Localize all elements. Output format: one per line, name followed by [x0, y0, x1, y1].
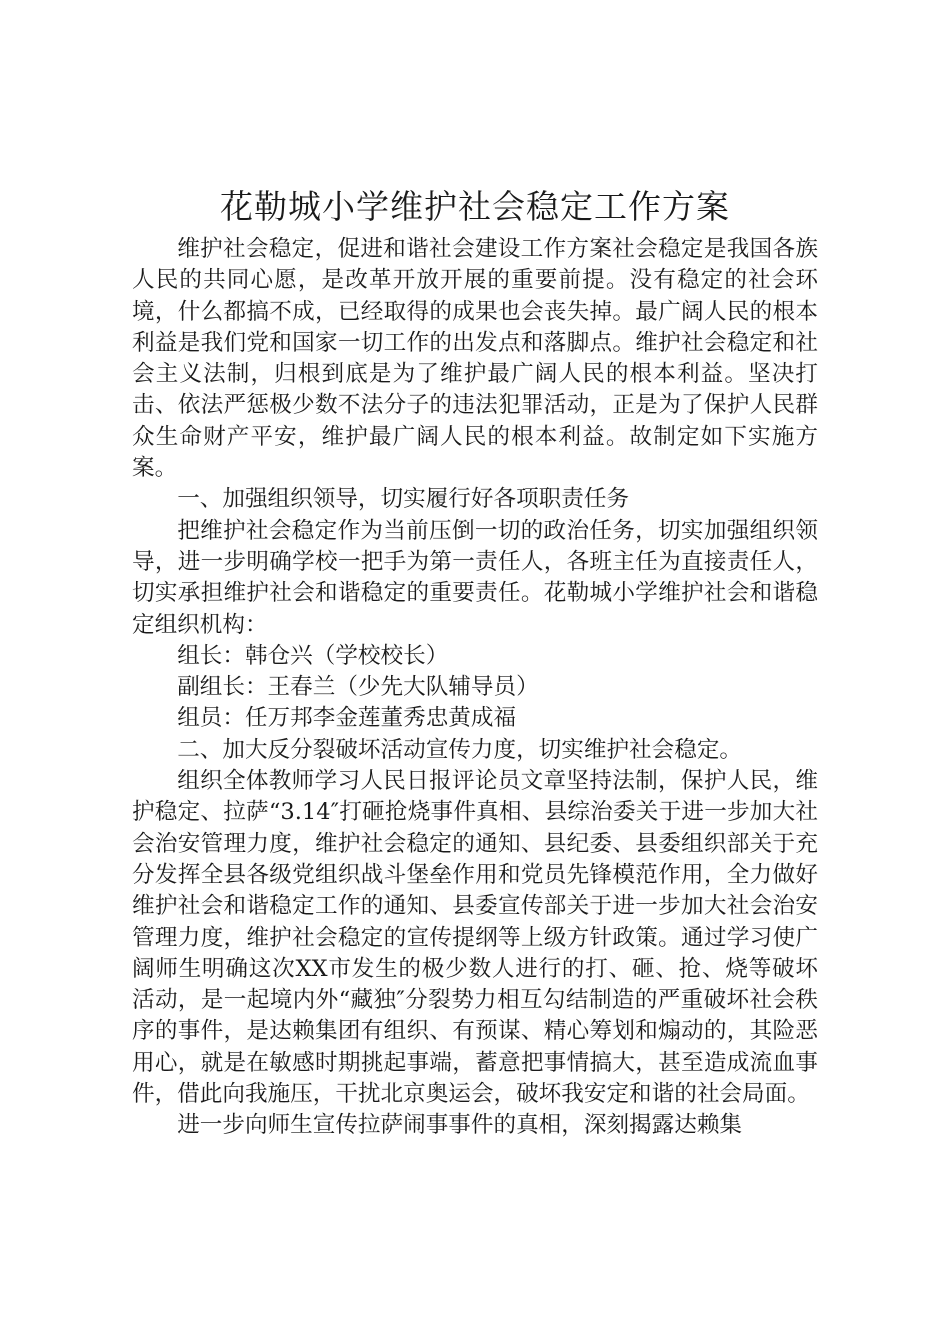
document-body	[132, 234, 818, 1142]
team-leader-line: 组长：韩仓兴（学校校长）	[177, 642, 449, 669]
paragraph-organization: 把维护社会稳定作为当前压倒一切的政治任务，切实加强组织领导，进一步明确学校一把手为第一责任人，各班主任为直接责任人，切实承担维护社会和谐稳定的重要责任。花勒城小学维护社会和谐稳定组织机构：	[132, 517, 818, 638]
deputy-leader-line: 副组长：王春兰（少先大队辅导员）	[177, 674, 539, 701]
paragraph-continued: 进一步向师生宣传拉萨闹事事件的真相，深刻揭露达赖集	[177, 1112, 743, 1139]
document-title: 花勒城小学维护社会稳定工作方案	[220, 187, 730, 226]
paragraph-intro: 维护社会稳定，促进和谐社会建设工作方案社会稳定是我国各族人民的共同心愿，是改革开放开展的重要前提。没有稳定的社会环境，什么都搞不成，已经取得的成果也会丧失掉。最广阔人民的根本利益是我们党和国家一切工作的出发点和落脚点。维护社会稳定和社会主义法制，归根到底是为了维护最广阔人民的根本利益。坚决打击、依法严惩极少数不法分子的违法犯罪活动，正是为了保护人民群众生命财产平安，维护最广阔人民的根本利益。故制定如下实施方案。	[132, 236, 818, 482]
paragraph-study: 组织全体教师学习人民日报评论员文章坚持法制，保护人民，维护稳定、拉萨“3.14″打砸抢烧事件真相、县综治委关于进一步加大社会治安管理力度，维护社会稳定的通知、县纪委、县委组织部关于充分发挥全县各级党组织战斗堡垒作用和党员先锋模范作用，全力做好维护社会和谐稳定工作的通知、县委宣传部关于进一步加大社会治安管理力度，维护社会稳定的宣传提纲等上级方针政策。通过学习使广阔师生明确这次XX市发生的极少数人进行的打、砸、抢、烧等破坏活动，是一起境内外“藏独″分裂势力相互勾结制造的严重破坏社会秩序的事件，是达赖集团有组织、有预谋、精心筹划和煽动的，其险恶用心，就是在敏感时期挑起事端，蓄意把事情搞大，甚至造成流血事件，借此向我施压，干扰北京奥运会，破坏我安定和谐的社会局面。	[132, 768, 818, 1108]
section-heading-1: 一、加强组织领导，切实履行好各项职责任务	[177, 486, 630, 513]
team-members-line: 组员：任万邦李金莲董秀忠黄成福	[177, 705, 517, 732]
section-heading-2: 二、加大反分裂破坏活动宣传力度，切实维护社会稳定。	[177, 736, 743, 763]
